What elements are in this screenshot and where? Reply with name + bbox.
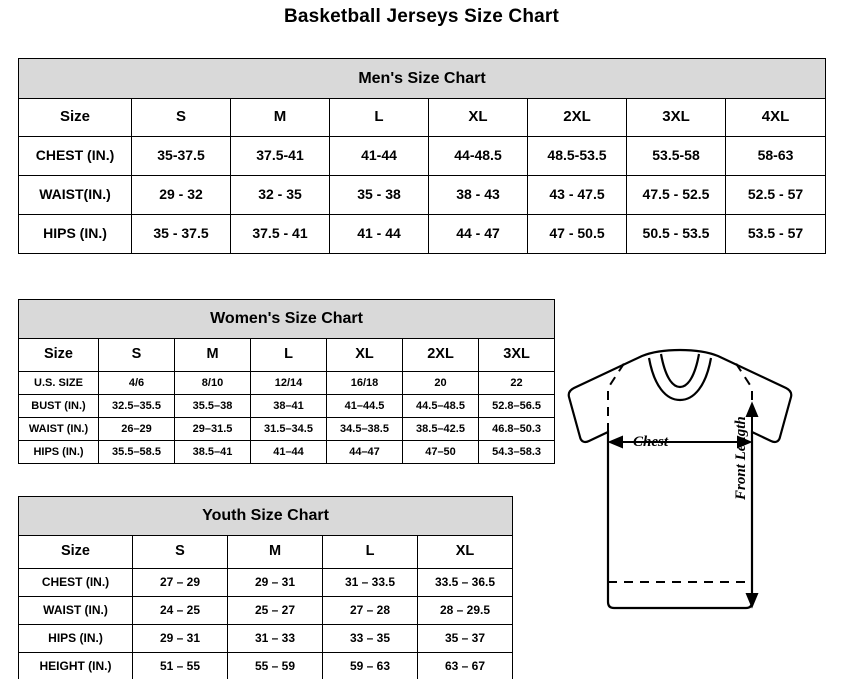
youth-height-m: 55 – 59 — [228, 653, 323, 679]
table-row — [19, 441, 555, 464]
mens-waist-2xl: 43 - 47.5 — [528, 176, 627, 215]
youth-hips-xl: 35 – 37 — [418, 625, 513, 653]
youth-height-l: 59 – 63 — [323, 653, 418, 679]
mens-hips-3xl: 50.5 - 53.5 — [627, 215, 726, 254]
youth-chest-l: 31 – 33.5 — [323, 569, 418, 597]
table-row — [19, 653, 513, 679]
youth-hips-m: 31 – 33 — [228, 625, 323, 653]
mens-waist-3xl: 47.5 - 52.5 — [627, 176, 726, 215]
womens-bust-m: 35.5–38 — [175, 395, 251, 418]
mens-col-header-4xl: 4XL — [726, 99, 826, 137]
youth-chest-m: 29 – 31 — [228, 569, 323, 597]
mens-chest-3xl: 53.5-58 — [627, 137, 726, 176]
womens-row-label-us-size: U.S. SIZE — [19, 372, 99, 395]
womens-us-size-2xl: 20 — [403, 372, 479, 395]
mens-hips-s: 35 - 37.5 — [132, 215, 231, 254]
mens-hips-xl: 44 - 47 — [429, 215, 528, 254]
womens-row-label-hips: HIPS (IN.) — [19, 441, 99, 464]
womens-col-header-2xl: 2XL — [403, 339, 479, 372]
womens-col-header-l: L — [251, 339, 327, 372]
womens-hips-xl: 44–47 — [327, 441, 403, 464]
youth-waist-m: 25 – 27 — [228, 597, 323, 625]
youth-row-label-waist: WAIST (IN.) — [19, 597, 133, 625]
youth-waist-s: 24 – 25 — [133, 597, 228, 625]
mens-row-label-chest: CHEST (IN.) — [19, 137, 132, 176]
mens-hips-m: 37.5 - 41 — [231, 215, 330, 254]
youth-col-header-size: Size — [19, 536, 133, 569]
mens-chest-xl: 44-48.5 — [429, 137, 528, 176]
womens-waist-l: 31.5–34.5 — [251, 418, 327, 441]
womens-header-row — [19, 339, 555, 372]
youth-row-label-hips: HIPS (IN.) — [19, 625, 133, 653]
mens-waist-l: 35 - 38 — [330, 176, 429, 215]
womens-col-header-m: M — [175, 339, 251, 372]
mens-chest-4xl: 58-63 — [726, 137, 826, 176]
youth-col-header-xl: XL — [418, 536, 513, 569]
womens-bust-s: 32.5–35.5 — [99, 395, 175, 418]
youth-row-label-chest: CHEST (IN.) — [19, 569, 133, 597]
womens-waist-s: 26–29 — [99, 418, 175, 441]
youth-height-s: 51 – 55 — [133, 653, 228, 679]
mens-waist-xl: 38 - 43 — [429, 176, 528, 215]
womens-col-header-3xl: 3XL — [479, 339, 555, 372]
table-row — [19, 569, 513, 597]
womens-hips-s: 35.5–58.5 — [99, 441, 175, 464]
youth-table-caption: Youth Size Chart — [19, 497, 513, 536]
womens-hips-2xl: 47–50 — [403, 441, 479, 464]
womens-waist-3xl: 46.8–50.3 — [479, 418, 555, 441]
table-row — [19, 625, 513, 653]
womens-us-size-l: 12/14 — [251, 372, 327, 395]
table-row — [19, 418, 555, 441]
mens-hips-4xl: 53.5 - 57 — [726, 215, 826, 254]
mens-chest-m: 37.5-41 — [231, 137, 330, 176]
youth-waist-xl: 28 – 29.5 — [418, 597, 513, 625]
jersey-measurement-diagram — [530, 330, 830, 660]
youth-hips-s: 29 – 31 — [133, 625, 228, 653]
mens-waist-4xl: 52.5 - 57 — [726, 176, 826, 215]
womens-us-size-s: 4/6 — [99, 372, 175, 395]
mens-hips-l: 41 - 44 — [330, 215, 429, 254]
womens-bust-l: 38–41 — [251, 395, 327, 418]
womens-size-chart-table — [18, 299, 555, 464]
mens-col-header-xl: XL — [429, 99, 528, 137]
youth-chest-xl: 33.5 – 36.5 — [418, 569, 513, 597]
womens-col-header-s: S — [99, 339, 175, 372]
womens-bust-3xl: 52.8–56.5 — [479, 395, 555, 418]
womens-waist-m: 29–31.5 — [175, 418, 251, 441]
womens-hips-3xl: 54.3–58.3 — [479, 441, 555, 464]
womens-table-caption: Women's Size Chart — [19, 300, 555, 339]
page-title: Basketball Jerseys Size Chart — [283, 6, 560, 27]
jersey-outline-shape — [569, 350, 792, 608]
womens-waist-2xl: 38.5–42.5 — [403, 418, 479, 441]
mens-waist-m: 32 - 35 — [231, 176, 330, 215]
youth-size-chart-table — [18, 496, 513, 679]
womens-waist-xl: 34.5–38.5 — [327, 418, 403, 441]
youth-header-row — [19, 536, 513, 569]
womens-row-label-bust: BUST (IN.) — [19, 395, 99, 418]
mens-col-header-m: M — [231, 99, 330, 137]
table-row — [19, 215, 826, 254]
youth-waist-l: 27 – 28 — [323, 597, 418, 625]
mens-col-header-s: S — [132, 99, 231, 137]
mens-row-label-hips: HIPS (IN.) — [19, 215, 132, 254]
chest-measurement-label: Chest — [633, 434, 669, 450]
measurement-dashed-guides — [608, 362, 752, 582]
womens-row-label-waist: WAIST (IN.) — [19, 418, 99, 441]
youth-hips-l: 33 – 35 — [323, 625, 418, 653]
table-row — [19, 597, 513, 625]
table-row — [19, 372, 555, 395]
table-row — [19, 395, 555, 418]
chest-measure-arrow — [610, 437, 750, 447]
womens-us-size-xl: 16/18 — [327, 372, 403, 395]
mens-row-label-waist: WAIST(IN.) — [19, 176, 132, 215]
womens-hips-m: 38.5–41 — [175, 441, 251, 464]
mens-col-header-size: Size — [19, 99, 132, 137]
womens-us-size-3xl: 22 — [479, 372, 555, 395]
youth-col-header-l: L — [323, 536, 418, 569]
womens-bust-2xl: 44.5–48.5 — [403, 395, 479, 418]
womens-bust-xl: 41–44.5 — [327, 395, 403, 418]
youth-col-header-s: S — [133, 536, 228, 569]
mens-hips-2xl: 47 - 50.5 — [528, 215, 627, 254]
mens-col-header-3xl: 3XL — [627, 99, 726, 137]
front-length-measurement-label: Front Length — [733, 416, 749, 500]
mens-chest-s: 35-37.5 — [132, 137, 231, 176]
youth-col-header-m: M — [228, 536, 323, 569]
mens-col-header-2xl: 2XL — [528, 99, 627, 137]
mens-table-caption: Men's Size Chart — [19, 59, 826, 99]
mens-waist-s: 29 - 32 — [132, 176, 231, 215]
mens-chest-l: 41-44 — [330, 137, 429, 176]
womens-col-header-size: Size — [19, 339, 99, 372]
youth-row-label-height: HEIGHT (IN.) — [19, 653, 133, 679]
mens-header-row — [19, 99, 826, 137]
womens-col-header-xl: XL — [327, 339, 403, 372]
youth-height-xl: 63 – 67 — [418, 653, 513, 679]
womens-hips-l: 41–44 — [251, 441, 327, 464]
mens-size-chart-table — [18, 58, 826, 254]
youth-chest-s: 27 – 29 — [133, 569, 228, 597]
table-row — [19, 176, 826, 215]
table-row — [19, 137, 826, 176]
mens-col-header-l: L — [330, 99, 429, 137]
mens-chest-2xl: 48.5-53.5 — [528, 137, 627, 176]
womens-us-size-m: 8/10 — [175, 372, 251, 395]
